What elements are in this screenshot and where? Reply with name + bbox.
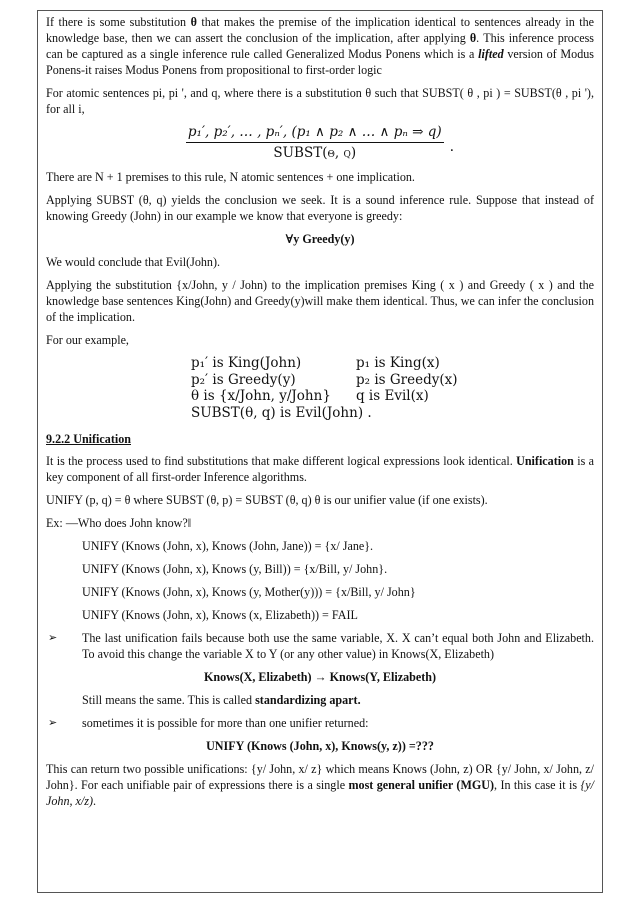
text: is a key component of all first-order Inference algorithms. — [46, 454, 595, 484]
text: that makes the premise of the implication identical to sentences already in the knowledge base, then we can assert the conclusion of the implication, after applying — [46, 15, 594, 45]
formula-knows-rename: Knows(X, Elizabeth) → Knows(Y, Elizabeth) — [203, 670, 437, 684]
paragraph-for-our-example: For our example, — [46, 333, 129, 347]
text: Still means the same. This is called — [82, 693, 256, 707]
theta-bold: θ — [469, 31, 477, 45]
text: It is the process used to find substitutions that make different logical expressions look identical. — [46, 454, 517, 468]
text: If there is some substitution — [46, 15, 191, 29]
arrow-bullet-icon: ➢ — [48, 632, 58, 644]
rule-period: . — [449, 139, 455, 155]
unify-example-1: UNIFY (Knows (John, x), Knows (John, Jane)) = {x/ Jane}. — [82, 539, 374, 553]
bullet-item-last-unification — [46, 630, 594, 662]
example-row — [191, 405, 594, 422]
section-heading-unification: 9.2.2 Unification — [46, 432, 131, 446]
paragraph-conclude-evil: We would conclude that Evil(John). — [46, 255, 221, 269]
paragraph-mgu — [46, 761, 594, 809]
text: . This inference process can be captured as a single inference rule called Generalized Modus Ponens which is a — [46, 31, 595, 61]
rule-fraction — [186, 124, 444, 161]
lifted-emphasis: lifted — [478, 47, 504, 61]
text: , In this case it is — [494, 778, 581, 792]
example-cell: p₁′ is King(John) — [191, 355, 302, 371]
theta-bold: θ — [190, 15, 197, 29]
paragraph-unification-definition — [46, 453, 594, 485]
bullet-text: The last unification fails because both use the same variable, X. X can’t equal both John and Elizabeth. To avoid this change the variable X to Y (or any other value) in Knows(X, Elizabeth) — [82, 631, 594, 661]
text: This can return two possible unifications: {y/ John, x/ z} which means Knows (John, z) OR {y/ John, x/ John, z/ John}. For each unifiable pair of expressions there is a single — [46, 762, 594, 792]
paragraph-applying-substitution: Applying the substitution {x/John, y / John) to the implication premises King ( x ) and Greedy ( x ) and the knowledge base sentences King(John) and Greedy(y)will make them identical. Thus, we can infer the conclusion of the implication. — [46, 278, 594, 324]
example-cell: p₂′ is Greedy(y) — [191, 371, 296, 388]
paragraph-premises-count: There are N + 1 premises to this rule, N atomic sentences + one implication. — [46, 170, 415, 184]
example-cell: θ is {x/John, y/John} — [191, 388, 331, 404]
example-cell: SUBST(θ, q) is Evil(John) . — [191, 404, 372, 421]
bullet-item-multiple-unifiers — [46, 715, 594, 731]
subst-expression: SUBST(θ, q) — [273, 145, 357, 161]
paragraph-gmp-intro — [46, 14, 594, 78]
paragraph-example-question: Ex: ―Who does John know?‖ — [46, 516, 192, 530]
paragraph-applying-subst: Applying SUBST (θ, q) yields the conclusion we seek. It is a sound inference rule. Suppose that instead of knowing Greedy (John) in our example we know that everyone is greedy: — [46, 193, 594, 223]
example-cell: p₂ is Greedy(x) — [356, 371, 458, 388]
rule-conclusion — [186, 142, 444, 161]
gmp-inference-rule — [46, 124, 594, 161]
paragraph-atomic-sentences: For atomic sentences pi, pi ', and q, where there is a substitution θ such that SUBST( θ , pi ) = SUBST(θ , pi '), for all i, — [46, 86, 594, 116]
formula-forall-greedy: ∀y Greedy(y) — [285, 232, 355, 246]
formula-unify-question: UNIFY (Knows (John, x), Knows(y, z)) =??? — [206, 739, 434, 753]
example-cell: q is Evil(x) — [356, 388, 429, 404]
paragraph-unify-definition: UNIFY (p, q) = θ where SUBST (θ, p) = SUBST (θ, q) θ is our unifier value (if one exists). — [46, 493, 488, 507]
rule-premises: p₁′, p₂′, … , pₙ′, (p₁ ∧ p₂ ∧ … ∧ pₙ ⇒ q) — [187, 124, 442, 140]
example-row — [191, 388, 594, 405]
unify-example-3: UNIFY (Knows (John, x), Knows (y, Mother(y))) = {x/Bill, y/ John} — [82, 585, 416, 599]
standardizing-apart-term: standardizing apart. — [255, 693, 361, 707]
text: . — [93, 794, 97, 808]
text: version of Modus Ponens-it raises Modus Ponens from propositional to first-order logic — [46, 47, 594, 77]
unify-example-2: UNIFY (Knows (John, x), Knows (y, Bill)) = {x/Bill, y/ John}. — [82, 562, 388, 576]
example-substitution-table — [191, 355, 594, 421]
unification-term: Unification — [516, 454, 574, 468]
bullet-text: sometimes it is possible for more than one unifier returned: — [82, 716, 369, 730]
document-body — [46, 14, 594, 816]
unify-example-4: UNIFY (Knows (John, x), Knows (x, Elizabeth)) = FAIL — [82, 608, 358, 622]
example-row — [191, 372, 594, 389]
paragraph-standardizing-apart — [46, 692, 594, 708]
arrow-bullet-icon: ➢ — [48, 717, 58, 729]
mgu-example: {y/ John, x/z) — [46, 778, 595, 808]
example-row — [191, 355, 594, 372]
example-cell: p₁ is King(x) — [356, 355, 440, 371]
mgu-term: most general unifier (MGU) — [348, 778, 495, 792]
